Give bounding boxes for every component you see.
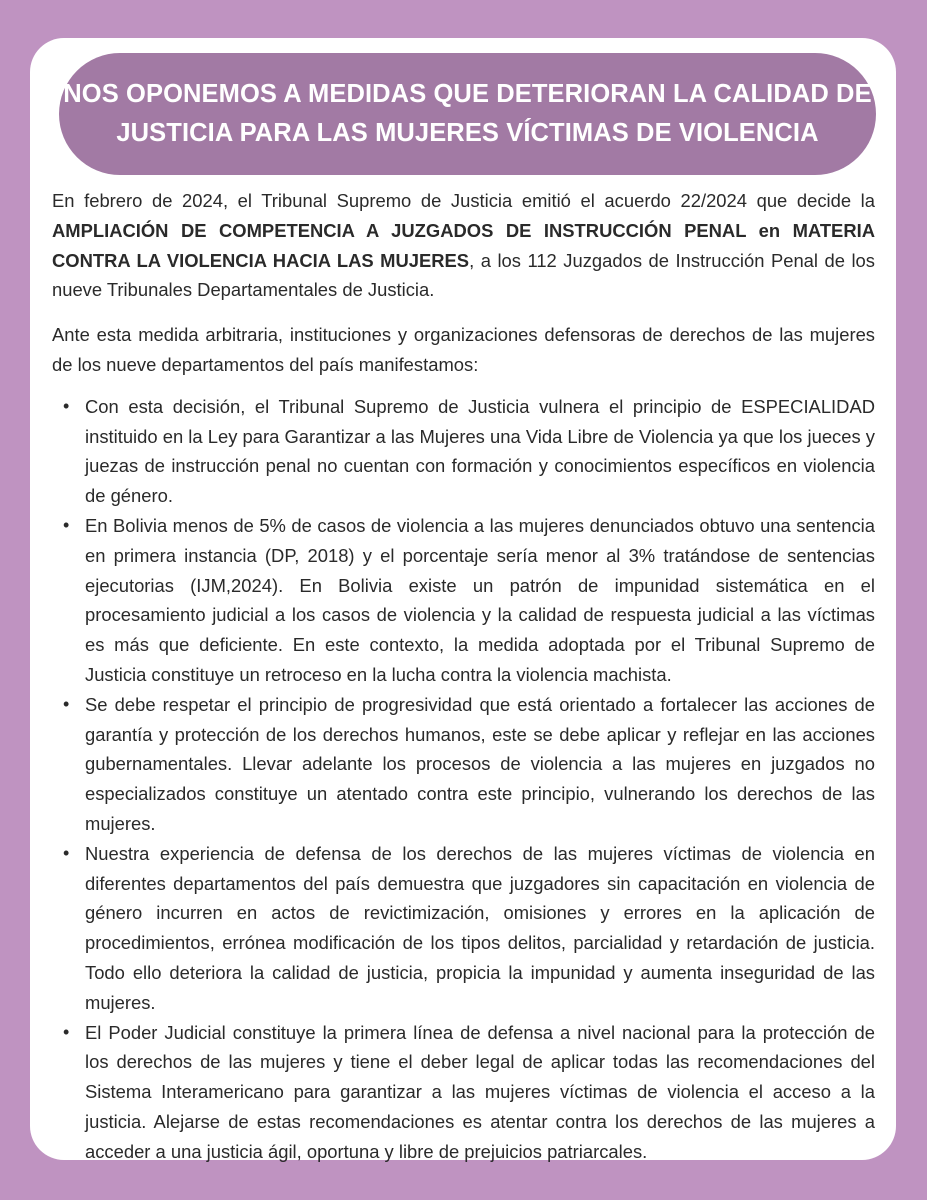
bullet-item-especialidad: • Con esta decisión, el Tribunal Supremo de Justicia vulnera el principio de ESPECIALIDAD instituido en la Ley para Garantizar a las Mujeres una Vida Libre de Violencia ya que los jueces y juezas de instrucción penal no cuentan con formación y conocimientos específicos en violencia de género. [52,392,875,511]
bullet-item-progresividad: • Se debe respetar el principio de progresividad que está orientado a fortalecer las acciones de garantía y protección de los derechos humanos, este se debe aplicar y reflejar en las acciones gubernamentales. Llevar adelante los procesos de violencia a las mujeres en juzgados no especializados constituye un atentado contra este principio, vulnerando los derechos de las mujeres. [52,690,875,839]
bullet-item-poder-judicial: • El Poder Judicial constituye la primera línea de defensa a nivel nacional para la protección de los derechos de las mujeres y tiene el deber legal de aplicar todas las recomendaciones del Sistema Interamericano para garantizar a las mujeres víctimas de violencia el acceso a la justicia. Alejarse de estas recomendaciones es atentar contra los derechos de las mujeres a acceder a una justicia ágil, oportuna y libre de prejuicios patriarcales. [52,1018,875,1167]
page-title [63,75,871,153]
intro-text-start: En febrero de 2024, el Tribunal Supremo de Justicia emitió el acuerdo 22/2024 que decide la [52,190,875,211]
declaration-paragraph: Ante esta medida arbitraria, instituciones y organizaciones defensoras de derechos de las mujeres de los nueve departamentos del país manifestamos: [52,324,875,375]
bullet-item-impunidad: • En Bolivia menos de 5% de casos de violencia a las mujeres denunciados obtuvo una sentencia en primera instancia (DP, 2018) y el porcentaje sería menor al 3% tratándose de sentencias ejecutorias (IJM,2024). En Bolivia existe un patrón de impunidad sistemática en el procesamiento judicial a los casos de violencia y la calidad de respuesta judicial a las víctimas es más que deficiente. En este contexto, la medida adoptada por el Tribunal Supremo de Justicia constituye un retroceso en la lucha contra la violencia machista. [52,511,875,690]
bullet-list [52,392,875,1167]
title-banner [59,53,876,175]
intro-paragraph [52,186,875,305]
title-line-2: JUSTICIA PARA LAS MUJERES VÍCTIMAS DE VIOLENCIA [116,119,819,147]
title-line-1: NOS OPONEMOS A MEDIDAS QUE DETERIORAN LA CALIDAD DE [63,80,872,108]
statement-body [52,186,875,1167]
intro-bold-measure: AMPLIACIÓN DE COMPETENCIA A JUZGADOS DE INSTRUCCIÓN PENAL en MATERIA CONTRA LA VIOLENCIA HACIA LAS MUJERES [52,219,875,271]
bullet-item-experiencia: • Nuestra experiencia de defensa de los derechos de las mujeres víctimas de violencia en diferentes departamentos del país demuestra que juzgadores sin capacitación en violencia de género incurren en actos de revictimización, omisiones y errores en la aplicación de procedimientos, errónea modificación de los tipos delitos, parcialidad y retardación de justicia. Todo ello deteriora la calidad de justicia, propicia la impunidad y aumenta inseguridad de las mujeres. [52,839,875,1018]
intro-text-end: , a los 112 Juzgados de Instrucción Penal de los nueve Tribunales Departamentales de Justicia. [52,249,875,301]
